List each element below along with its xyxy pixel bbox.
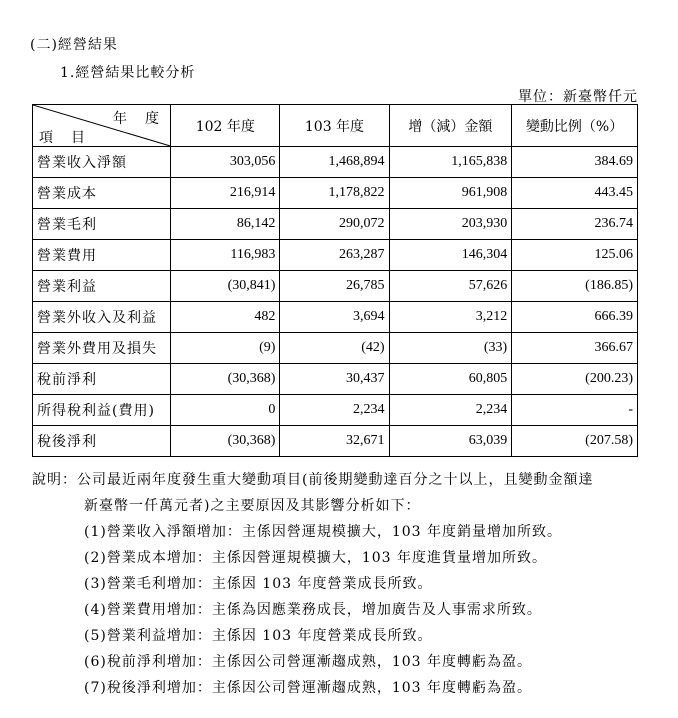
row-item: 營業收入淨額	[33, 147, 171, 178]
row-y102: (9)	[171, 333, 280, 364]
header-change: 增（減）金額	[389, 105, 512, 147]
row-y103: 30,437	[280, 364, 389, 395]
section-title: (二)經營結果	[30, 37, 118, 53]
table-row	[33, 395, 638, 426]
note-item: (7)稅後淨利增加：主係因公司營運漸趨成熟，103 年度轉虧為盈。	[84, 680, 533, 696]
row-item: 稅前淨利	[33, 364, 171, 395]
row-item: 營業利益	[33, 271, 171, 302]
header-ratio: 變動比例（%）	[512, 105, 638, 147]
row-item: 營業外收入及利益	[33, 302, 171, 333]
table-header-row	[33, 105, 638, 147]
row-change: 146,304	[389, 240, 512, 271]
row-y103: 3,694	[280, 302, 389, 333]
header-item-label: 項 目	[39, 130, 87, 146]
note-item: (5)營業利益增加：主係因 103 年度營業成長所致。	[84, 628, 433, 644]
row-item: 營業費用	[33, 240, 171, 271]
note-item: (6)稅前淨利增加：主係因公司營運漸趨成熟，103 年度轉虧為盈。	[84, 654, 533, 670]
row-y103: 1,468,894	[280, 147, 389, 178]
row-y102: 303,056	[171, 147, 280, 178]
table-row	[33, 147, 638, 178]
row-ratio: 384.69	[512, 147, 638, 178]
row-y102: 86,142	[171, 209, 280, 240]
table-row	[33, 364, 638, 395]
row-ratio: (200.23)	[512, 364, 638, 395]
row-change: 203,930	[389, 209, 512, 240]
table-row	[33, 302, 638, 333]
notes-intro-line-1: 說明：公司最近兩年度發生重大變動項目(前後期變動達百分之十以上，且變動金額達	[32, 472, 594, 488]
row-ratio: 666.39	[512, 302, 638, 333]
header-y103: 103 年度	[280, 105, 389, 147]
row-ratio: 366.67	[512, 333, 638, 364]
table-row	[33, 209, 638, 240]
row-y102: (30,368)	[171, 426, 280, 457]
table-row	[33, 333, 638, 364]
row-change: (33)	[389, 333, 512, 364]
row-change: 2,234	[389, 395, 512, 426]
header-year-label: 年 度	[113, 111, 161, 127]
row-change: 961,908	[389, 178, 512, 209]
header-y102: 102 年度	[171, 105, 280, 147]
row-ratio: 443.45	[512, 178, 638, 209]
row-y103: 290,072	[280, 209, 389, 240]
row-y102: 216,914	[171, 178, 280, 209]
row-ratio: (207.58)	[512, 426, 638, 457]
row-change: 1,165,838	[389, 147, 512, 178]
table-row	[33, 426, 638, 457]
explanation-notes	[32, 470, 652, 704]
row-y103: (42)	[280, 333, 389, 364]
sub-title: 1.經營結果比較分析	[60, 65, 196, 81]
table-row	[33, 271, 638, 302]
row-y102: 482	[171, 302, 280, 333]
row-y102: 116,983	[171, 240, 280, 271]
note-item: (1)營業收入淨額增加：主係因營運規模擴大，103 年度銷量增加所致。	[84, 524, 563, 540]
note-item: (3)營業毛利增加：主係因 103 年度營業成長所致。	[84, 576, 433, 592]
row-ratio: 236.74	[512, 209, 638, 240]
notes-intro-line-2: 新臺幣一仟萬元者)之主要原因及其影響分析如下：	[84, 498, 421, 514]
table-row	[33, 178, 638, 209]
table-row	[33, 240, 638, 271]
note-item: (4)營業費用增加：主係為因應業務成長，增加廣告及人事需求所致。	[84, 602, 542, 618]
row-y102: (30,368)	[171, 364, 280, 395]
row-item: 營業外費用及損失	[33, 333, 171, 364]
header-item-year-cell	[33, 105, 171, 147]
row-ratio: -	[512, 395, 638, 426]
row-y103: 26,785	[280, 271, 389, 302]
row-ratio: 125.06	[512, 240, 638, 271]
row-ratio: (186.85)	[512, 271, 638, 302]
row-y102: (30,841)	[171, 271, 280, 302]
row-y102: 0	[171, 395, 280, 426]
note-item: (2)營業成本增加：主係因營運規模擴大，103 年度進貨量增加所致。	[84, 550, 548, 566]
row-item: 所得稅利益(費用)	[33, 395, 171, 426]
row-change: 60,805	[389, 364, 512, 395]
row-item: 營業毛利	[33, 209, 171, 240]
row-change: 63,039	[389, 426, 512, 457]
unit-label: 單位：新臺幣仟元	[518, 89, 638, 105]
row-change: 57,626	[389, 271, 512, 302]
row-y103: 1,178,822	[280, 178, 389, 209]
row-item: 營業成本	[33, 178, 171, 209]
row-change: 3,212	[389, 302, 512, 333]
row-y103: 2,234	[280, 395, 389, 426]
results-comparison-table	[32, 104, 638, 457]
row-y103: 263,287	[280, 240, 389, 271]
row-y103: 32,671	[280, 426, 389, 457]
row-item: 稅後淨利	[33, 426, 171, 457]
